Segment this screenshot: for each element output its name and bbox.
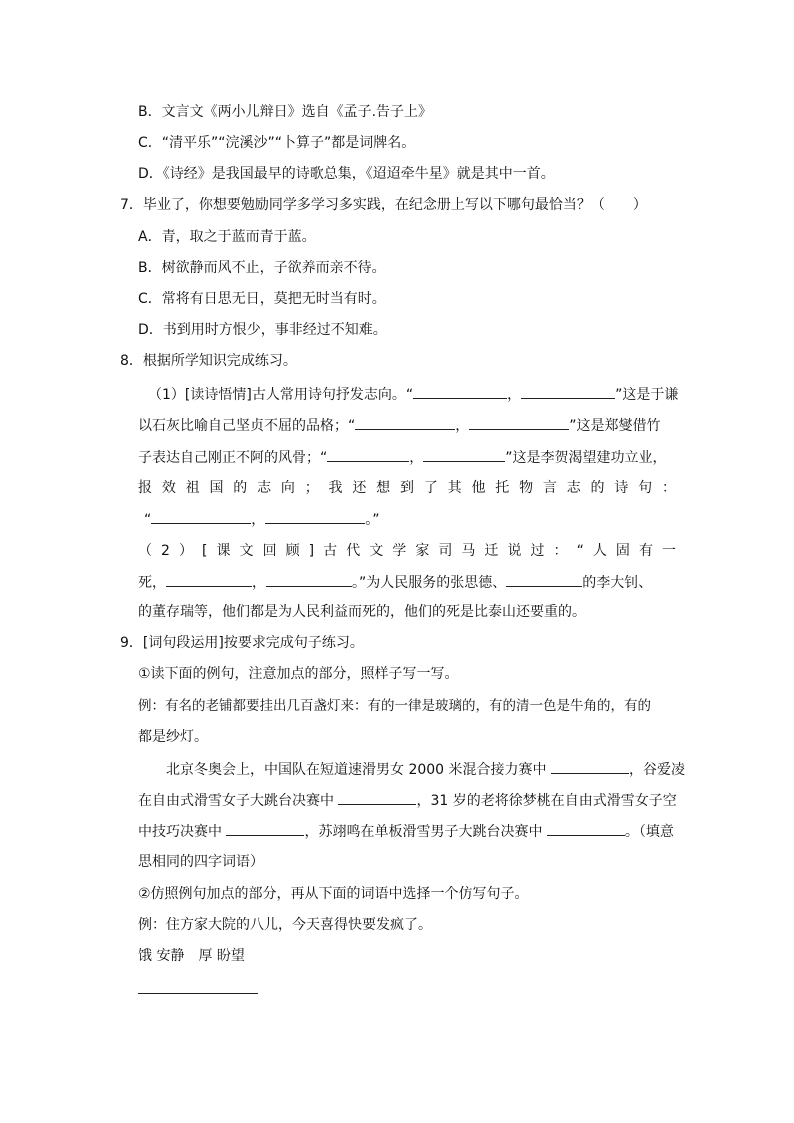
q9-sub1-title: ①读下面的例句，注意加点的部分，照样子写一写。 [138,666,459,682]
text: ， [409,450,424,466]
text: 。（填意 [624,824,674,840]
fill-blank[interactable] [506,572,582,587]
text: ”这是李贺渴望建功立业， [505,450,667,466]
text: （1）[读诗悟情]古人常用诗句抒发志向。“ [148,387,414,403]
q8-part1-line4: 报效祖国的志向；我还想到了其他托物言志的诗句： [138,480,676,496]
text: ， [507,387,522,403]
text: ，31 岁的老将徐梦桃在自由式滑雪女子空 [416,793,677,809]
fill-blank[interactable] [226,821,304,836]
text: 北京冬奥会上，中国队在短道速滑男女 2000 米混合接力赛中 [166,762,547,778]
text: 以石灰比喻自己坚贞不屈的品格；“ [138,418,356,434]
q8-stem: 8．根据所学知识完成练习。 [120,353,297,369]
fill-blank[interactable] [151,509,251,524]
text: ， [455,418,470,434]
fill-blank[interactable] [266,572,352,587]
q9-sub1-line4: 思相同的四字词语） [138,854,264,870]
q7-option-d: D．书到用时方恨少，事非经过不知难。 [138,322,387,338]
fill-blank[interactable] [413,384,507,399]
q8-part2-line1: （2）[课文回顾]古代文学家司马迁说过：“人固有一 [138,543,676,559]
fill-blank[interactable] [265,509,365,524]
q9-sub2-title: ②仿照例句加点的部分，再从下面的词语中选择一个仿写句子。 [138,886,529,902]
q7-option-b: B．树欲静而风不止，子欲养而亲不待。 [138,260,386,276]
q9-sub2-word-choices: 饿 安静 厚 盼望 [138,948,245,964]
q9-stem: 9．[词句段运用]按要求完成句子练习。 [120,635,364,651]
q8-part2-line2 [138,572,652,593]
q9-sub2-example: 例：住方家大院的八儿，今天喜得快要发疯了。 [138,917,432,933]
text: 子表达自己刚正不阿的风骨；“ [138,450,328,466]
text: “ [144,512,152,528]
q8-part1-line5 [144,509,380,530]
fill-blank[interactable] [166,572,252,587]
text: ”这是郑燮借竹 [569,418,661,434]
text: 在自由式滑雪女子大跳台决赛中 [138,793,334,809]
q9-sub1-example-line1: 例：有名的老铺都要挂出几百盏灯来：有的一律是玻璃的，有的清一色是牛角的，有的 [138,698,651,714]
answer-writing-line[interactable] [138,993,258,994]
fill-blank[interactable] [521,384,615,399]
fill-blank[interactable] [338,790,416,805]
q6-option-b: B．文言文《两小儿辩日》选自《孟子.告子上》 [138,104,433,120]
text: ，苏翊鸣在单板滑雪男子大跳台决赛中 [304,824,543,840]
fill-blank[interactable] [423,447,505,462]
q8-part2-line3: 的董存瑞等，他们都是为人民利益而死的，他们的死是比泰山还要重的。 [138,604,586,620]
text: 中技巧决赛中 [138,824,222,840]
q9-sub1-line1 [166,759,685,780]
text: ， [252,575,266,591]
q8-part1-line2 [138,415,661,436]
q7-stem: 7．毕业了，你想要勉励同学多学习多实践，在纪念册上写以下哪句最恰当？（ ） [120,197,647,213]
q7-option-a: A．青，取之于蓝而青于蓝。 [138,229,316,245]
text: 。”为人民服务的张思德、 [352,575,507,591]
q8-part1-line1 [148,384,678,405]
q9-sub1-line3 [138,821,674,842]
fill-blank[interactable] [355,415,455,430]
text: ”这是于谦 [615,387,679,403]
q7-option-c: C．常将有日思无日，莫把无时当有时。 [138,291,386,307]
text: 死， [138,575,166,591]
q8-part1-line3 [138,447,667,468]
q6-option-c: C．“清平乐”“浣溪沙”“卜算子”都是词牌名。 [138,135,416,151]
q6-option-d: D．《诗经》是我国最早的诗歌总集，《迢迢牵牛星》就是其中一首。 [138,166,555,182]
fill-blank[interactable] [547,821,625,836]
fill-blank[interactable] [327,447,409,462]
q9-sub1-example-line2: 都是纱灯。 [138,729,208,745]
text: ， [251,512,266,528]
text: 的李大钊、 [582,575,653,591]
q9-sub1-line2 [138,790,677,811]
fill-blank[interactable] [551,759,629,774]
fill-blank[interactable] [469,415,569,430]
text: 。” [365,512,380,528]
text: ，谷爱凌 [628,762,685,778]
